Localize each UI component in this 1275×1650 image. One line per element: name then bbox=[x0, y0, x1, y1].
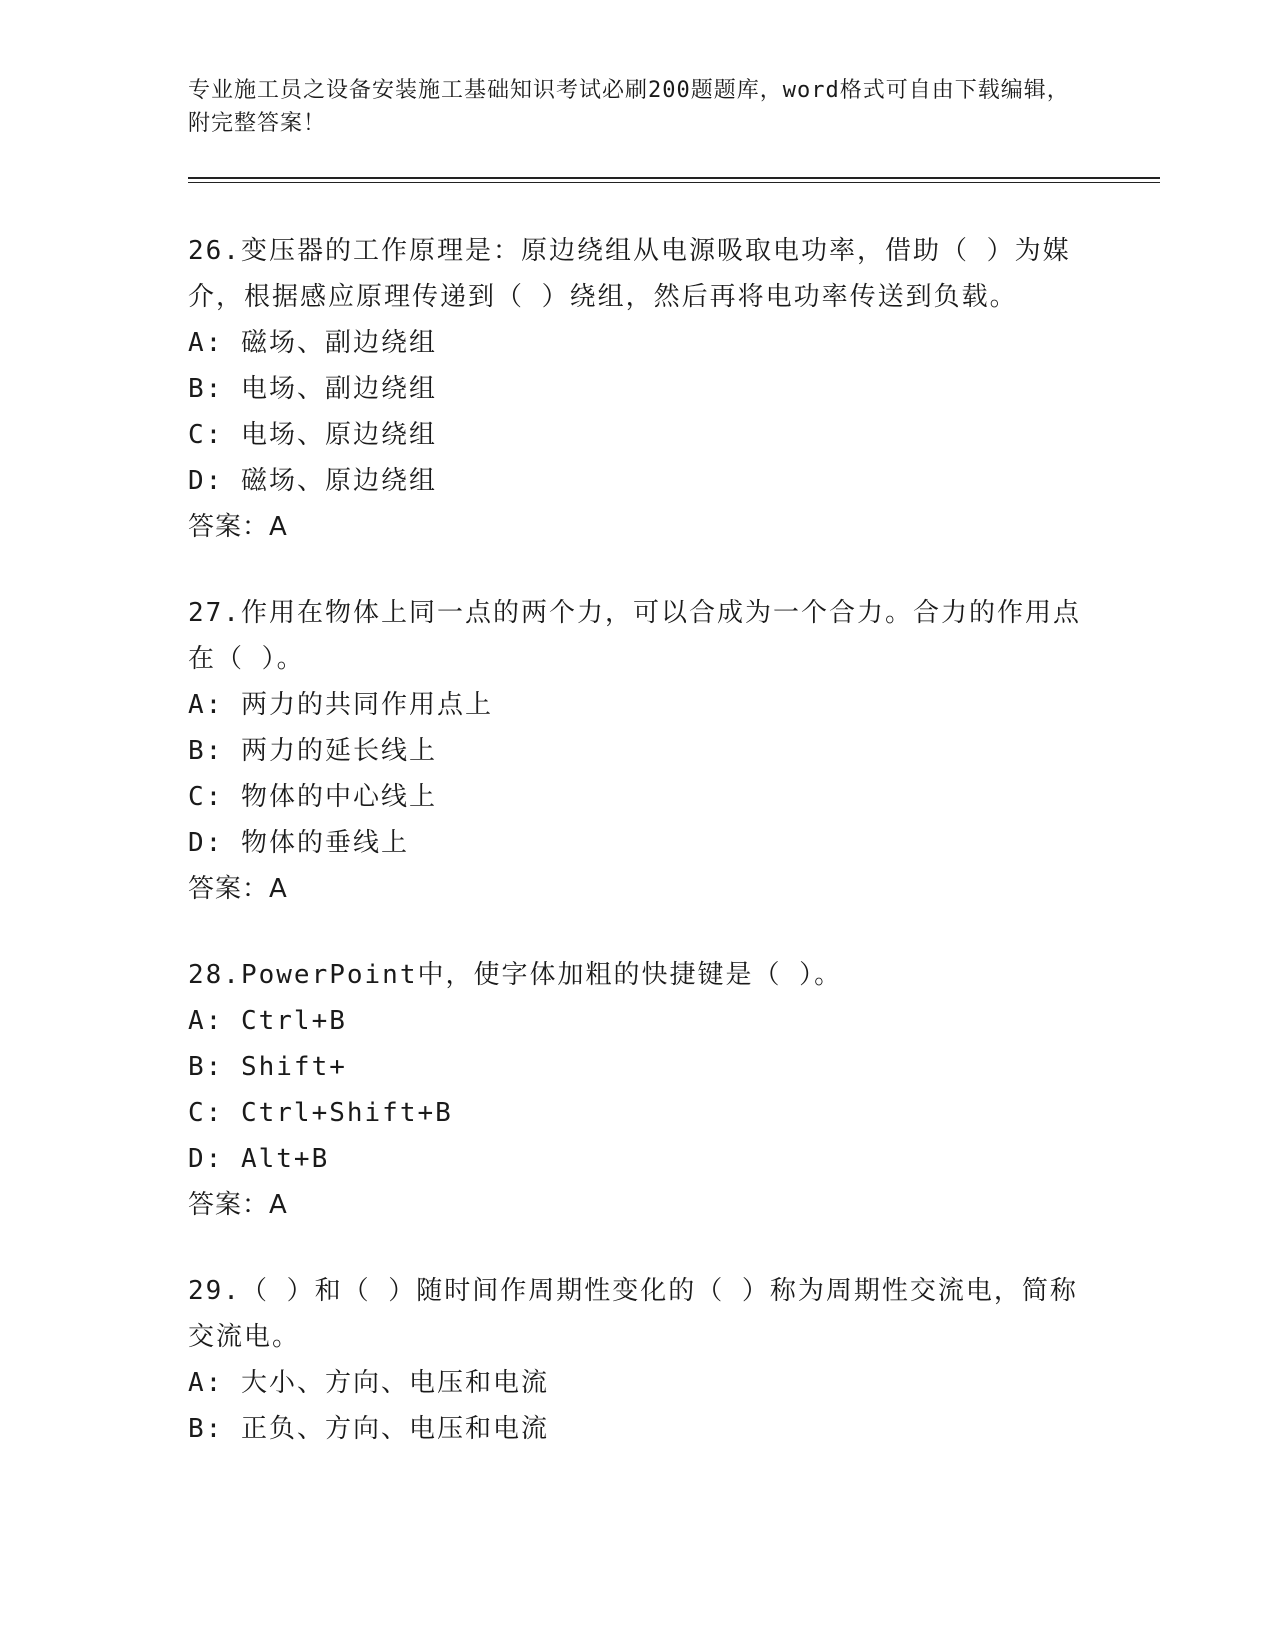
option-c: C: Ctrl+Shift+B bbox=[188, 1098, 453, 1128]
header-divider bbox=[188, 177, 1160, 179]
question-stem: 28.PowerPoint中，使字体加粗的快捷键是（ ）。 bbox=[188, 960, 843, 990]
question-stem: 29.（ ）和（ ）随时间作周期性变化的（ ）称为周期性交流电，简称交流电。 bbox=[188, 1276, 1078, 1352]
option-b: B: Shift+ bbox=[188, 1052, 347, 1082]
option-d: D: 磁场、原边绕组 bbox=[188, 466, 437, 496]
question-stem: 26.变压器的工作原理是：原边绕组从电源吸取电功率，借助（ ）为媒介，根据感应原理传递到（ ）绕组，然后再将电功率传送到负载。 bbox=[188, 236, 1071, 312]
option-a: A: Ctrl+B bbox=[188, 1006, 347, 1036]
option-c: C: 电场、原边绕组 bbox=[188, 420, 437, 450]
option-d: D: Alt+B bbox=[188, 1144, 330, 1174]
option-b: B: 两力的延长线上 bbox=[188, 736, 437, 766]
option-b: B: 正负、方向、电压和电流 bbox=[188, 1414, 549, 1444]
question-stem: 27.作用在物体上同一点的两个力，可以合成为一个合力。合力的作用点在（ ）。 bbox=[188, 598, 1081, 674]
option-a: A: 磁场、副边绕组 bbox=[188, 328, 437, 358]
question-28 bbox=[188, 952, 1088, 1228]
answer-label: 答案：A bbox=[188, 874, 288, 904]
option-c: C: 物体的中心线上 bbox=[188, 782, 437, 812]
question-27 bbox=[188, 590, 1088, 912]
option-d: D: 物体的垂线上 bbox=[188, 828, 409, 858]
answer-label: 答案：A bbox=[188, 512, 288, 542]
question-26 bbox=[188, 228, 1088, 550]
option-a: A: 大小、方向、电压和电流 bbox=[188, 1368, 549, 1398]
option-b: B: 电场、副边绕组 bbox=[188, 374, 437, 404]
option-a: A: 两力的共同作用点上 bbox=[188, 690, 493, 720]
answer-label: 答案：A bbox=[188, 1190, 288, 1220]
question-29 bbox=[188, 1268, 1088, 1452]
header-divider-thin bbox=[188, 182, 1160, 183]
document-header: 专业施工员之设备安装施工基础知识考试必刷200题题库，word格式可自由下载编辑，附完整答案！ bbox=[188, 78, 1070, 136]
